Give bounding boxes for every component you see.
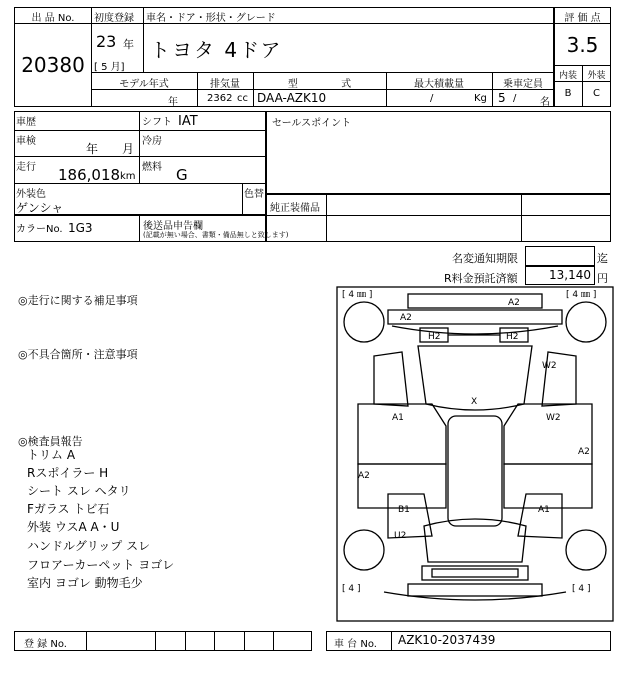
score-value: 3.5 (566, 33, 599, 57)
rear-door-l-mark: B1 (398, 505, 410, 515)
side-r-mark: A2 (578, 447, 590, 457)
chassis-number-value: AZK10-2037439 (398, 633, 496, 647)
driving-notes-heading: ◎走行に関する補足事項 (18, 294, 138, 307)
front-door-l-mark: A1 (392, 413, 404, 423)
capacity-unit: 名 (540, 97, 550, 108)
recycle-unit: 円 (597, 272, 608, 285)
car-name: トヨタ 4ドア (150, 38, 283, 62)
post-docs-label: 後送品申告欄 (143, 221, 203, 232)
registration-year-unit: 年 (123, 38, 134, 51)
rear-door-r-mark: A1 (538, 505, 550, 515)
headlight-r-mark: H2 (506, 332, 519, 342)
side-l-mark: A2 (358, 471, 370, 481)
inspection-year-unit: 年 (86, 142, 99, 156)
capacity-sep: / (513, 93, 517, 104)
inspection-label: 車検 (16, 136, 36, 147)
fender-fr-mark: W2 (542, 361, 557, 371)
hood-mark: X (471, 397, 478, 407)
name-change-value-box (525, 246, 595, 266)
displacement-unit: cc (237, 93, 248, 104)
inspector-line-3: シート スレ ヘタリ (27, 484, 131, 498)
max-load-sep: / (430, 93, 434, 104)
grille-mark: A2 (400, 313, 412, 323)
tire-rl-mark: [ 4 ] (342, 584, 361, 594)
type-value: DAA-AZK10 (257, 91, 327, 105)
mileage-label: 走行 (16, 162, 36, 173)
name-change-unit: 迄 (597, 252, 608, 265)
rear-fender-l-mark: U2 (394, 531, 407, 541)
exterior-color-label: 外装色 (16, 189, 46, 200)
tire-fr-shape (566, 302, 606, 342)
capacity-label: 乗車定員 (503, 79, 543, 90)
model-year-label: モデル年式 (119, 79, 169, 90)
inspector-line-5: 外装 ウスA A・U (27, 520, 120, 534)
exterior-color-value: ゲンシャ (16, 201, 64, 215)
lot-number: 20380 (21, 53, 85, 77)
max-load-label: 最大積載量 (414, 79, 464, 90)
inspector-line-7: フロアーカーペット ヨゴレ (27, 558, 175, 572)
lot-label: 出 品 No. (31, 13, 75, 24)
recycle-label: R料金預託済額 (444, 272, 518, 285)
color-change-label: 色替 (244, 189, 264, 200)
sales-point-label: セールスポイント (272, 118, 352, 129)
shift-label: シフト (142, 117, 172, 128)
tire-rr-mark: [ 4 ] (572, 584, 591, 594)
capacity-value: 5 (498, 91, 506, 105)
car-damage-diagram (336, 286, 614, 622)
tire-fl-mark: [ 4 ㎜ ] (342, 290, 373, 300)
genuine-equipment-label: 純正装備品 (270, 203, 320, 214)
car-name-label: 車名・ドア・形状・グレード (146, 13, 276, 24)
post-docs-note: (記載が無い場合、書類・備品無しと致します) (143, 231, 289, 239)
type-label: 型 式 (287, 79, 352, 90)
shift-value: IAT (178, 114, 198, 129)
mileage-unit: km (120, 171, 136, 182)
name-change-label: 名変通知期限 (452, 252, 518, 265)
inspection-month-unit: 月 (122, 142, 135, 156)
tire-rl-shape (344, 530, 384, 570)
bumper-mark: A2 (508, 298, 520, 308)
headlight-l-mark: H2 (428, 332, 441, 342)
displacement-value: 2362 (207, 93, 233, 104)
registration-year: 23 (96, 32, 117, 51)
inspector-heading: ◎検査員報告 (18, 435, 83, 448)
fuel-label: 燃料 (142, 162, 162, 173)
inspector-line-6: ハンドルグリップ スレ (27, 539, 151, 553)
model-year-unit: 年 (168, 97, 178, 108)
tire-fl-shape (344, 302, 384, 342)
score-label: 評 価 点 (564, 13, 601, 24)
tire-rr-shape (566, 530, 606, 570)
fuel-value: G (176, 166, 188, 184)
interior-grade: B (564, 88, 572, 99)
displacement-label: 排気量 (210, 79, 240, 90)
exterior-grade: C (593, 88, 600, 99)
max-load-unit: Kg (474, 93, 487, 104)
defects-heading: ◎不具合箇所・注意事項 (18, 348, 138, 361)
record-label: 車歴 (16, 117, 36, 128)
mileage-value: 186,018 (58, 166, 121, 184)
registration-month: [ 5 月] (94, 62, 125, 73)
chassis-number-label: 車 台 No. (334, 639, 377, 650)
front-door-r-mark: W2 (546, 413, 561, 423)
inspector-line-8: 室内 ヨゴレ 動物毛少 (27, 576, 143, 590)
registration-label: 初度登録 (94, 13, 134, 24)
tire-fr-mark: [ 4 ㎜ ] (566, 290, 597, 300)
inspector-line-4: Fガラス トビ石 (27, 502, 110, 516)
registration-number-label: 登 録 No. (24, 639, 67, 650)
interior-label: 内装 (558, 71, 577, 81)
ac-label: 冷房 (142, 136, 162, 147)
exterior-label: 外装 (587, 71, 606, 81)
color-code-value: 1G3 (68, 221, 93, 235)
inspector-line-2: Rスポイラー H (27, 466, 109, 480)
recycle-value: 13,140 (549, 268, 591, 282)
color-code-label: カラーNo. (16, 224, 63, 235)
inspector-line-1: トリム A (27, 448, 76, 462)
